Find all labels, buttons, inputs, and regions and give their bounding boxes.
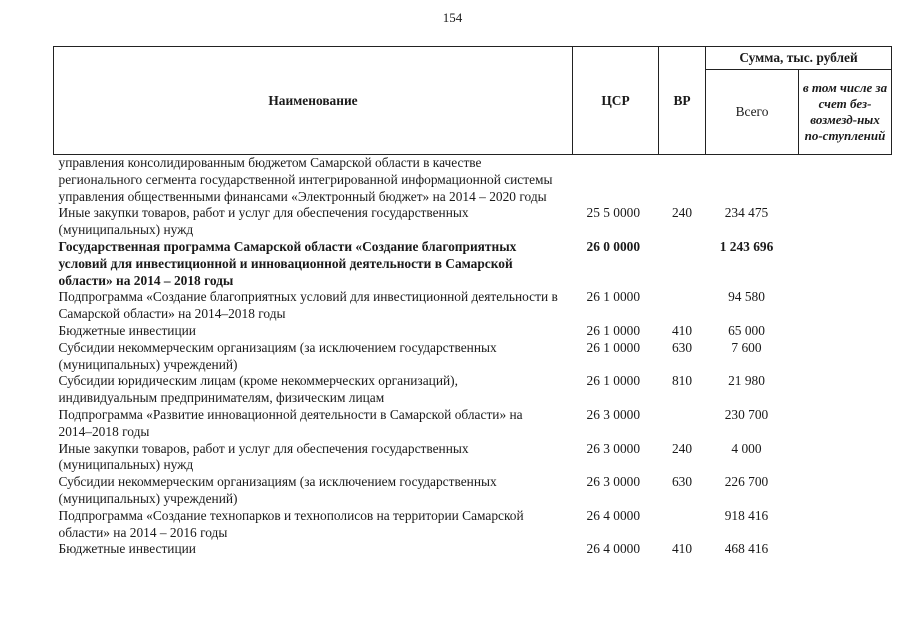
row-vr: 410 bbox=[671, 541, 693, 557]
row-total bbox=[706, 155, 799, 206]
row-name: Иные закупки товаров, работ и услуг для обеспечения государственных (муниципальных) нужд bbox=[58, 440, 469, 473]
row-total: 65 000 bbox=[728, 322, 765, 338]
row-csr: 26 1 0000 bbox=[586, 339, 641, 355]
row-total: 7 600 bbox=[731, 339, 762, 355]
row-total: 1 243 696 bbox=[719, 238, 774, 254]
row-csr: 26 1 0000 bbox=[586, 373, 641, 389]
row-free bbox=[799, 340, 892, 374]
header-csr: ЦСР bbox=[573, 47, 659, 155]
budget-table bbox=[53, 46, 892, 558]
row-name: управления консолидированным бюджетом Самарской области в качестве регионального сегмента государственной интегрированной информационной системы управления общественными финансами «Электронный бюджет» на 2014 – 2020 годы bbox=[58, 155, 553, 204]
row-total: 234 475 bbox=[724, 205, 769, 221]
row-free bbox=[799, 155, 892, 206]
row-total: 4 000 bbox=[731, 440, 762, 456]
header-total: Всего bbox=[706, 70, 799, 155]
row-vr: 630 bbox=[671, 474, 693, 490]
row-free bbox=[799, 407, 892, 441]
row-free bbox=[799, 205, 892, 239]
table-row bbox=[54, 407, 892, 441]
row-total: 918 416 bbox=[724, 507, 769, 523]
row-csr: 26 4 0000 bbox=[586, 507, 641, 523]
row-name: Субсидии некоммерческим организациям (за исключением государственных (муниципальных) учреждений) bbox=[58, 339, 497, 372]
row-total: 94 580 bbox=[728, 289, 765, 305]
table-row bbox=[54, 441, 892, 475]
row-free bbox=[799, 289, 892, 323]
table-row bbox=[54, 508, 892, 542]
row-total: 226 700 bbox=[724, 474, 769, 490]
row-csr: 26 1 0000 bbox=[586, 289, 641, 305]
table-body bbox=[54, 155, 892, 559]
table-row bbox=[54, 340, 892, 374]
table-row bbox=[54, 205, 892, 239]
row-csr: 26 1 0000 bbox=[586, 322, 641, 338]
row-free bbox=[799, 441, 892, 475]
row-vr: 810 bbox=[671, 373, 693, 389]
header-vr: ВР bbox=[659, 47, 706, 155]
row-name: Подпрограмма «Создание технопарков и технополисов на территории Самарской области» на 2014 – 2016 годы bbox=[58, 507, 524, 540]
page-number: 154 bbox=[442, 10, 463, 25]
row-name: Иные закупки товаров, работ и услуг для обеспечения государственных (муниципальных) нужд bbox=[58, 205, 469, 238]
table-row bbox=[54, 155, 892, 206]
row-csr: 26 0 0000 bbox=[586, 238, 641, 254]
row-name: Бюджетные инвестиции bbox=[58, 541, 196, 557]
header-free: в том числе за счет без-возмезд-ных по-ступлений bbox=[799, 70, 892, 155]
row-name: Субсидии юридическим лицам (кроме некоммерческих организаций), индивидуальным предпринимателям, физическим лицам bbox=[58, 373, 458, 406]
row-free bbox=[799, 508, 892, 542]
row-free bbox=[799, 323, 892, 340]
row-free bbox=[799, 373, 892, 407]
row-name: Субсидии некоммерческим организациям (за исключением государственных (муниципальных) учреждений) bbox=[58, 474, 497, 506]
table-header bbox=[54, 47, 892, 155]
row-vr: 240 bbox=[671, 205, 693, 221]
table-row bbox=[54, 541, 892, 558]
row-vr: 410 bbox=[671, 322, 693, 338]
row-vr bbox=[659, 407, 706, 441]
table-row bbox=[54, 239, 892, 289]
table-row bbox=[54, 323, 892, 340]
row-name: Подпрограмма «Создание благоприятных условий для инвестиционной деятельности в Самарской области» на 2014–2018 годы bbox=[58, 289, 558, 322]
row-csr: 26 3 0000 bbox=[586, 474, 641, 490]
table-row bbox=[54, 474, 892, 508]
row-total: 230 700 bbox=[724, 406, 769, 422]
header-sum: Сумма, тыс. рублей bbox=[706, 47, 892, 70]
row-total: 468 416 bbox=[724, 541, 769, 557]
row-csr: 26 3 0000 bbox=[586, 406, 641, 422]
row-vr bbox=[659, 239, 706, 289]
row-free bbox=[799, 239, 892, 289]
row-name: Подпрограмма «Развитие инновационной деятельности в Самарской области» на 2014–2018 годы bbox=[58, 406, 523, 439]
row-vr: 240 bbox=[671, 440, 693, 456]
row-vr bbox=[659, 508, 706, 542]
table-row bbox=[54, 373, 892, 407]
row-csr: 25 5 0000 bbox=[586, 205, 641, 221]
row-vr bbox=[659, 289, 706, 323]
row-csr bbox=[573, 155, 659, 206]
row-total: 21 980 bbox=[728, 373, 765, 389]
row-free bbox=[799, 541, 892, 558]
row-csr: 26 3 0000 bbox=[586, 440, 641, 456]
header-name: Наименование bbox=[54, 47, 573, 155]
row-vr bbox=[659, 155, 706, 206]
row-vr: 630 bbox=[671, 339, 693, 355]
row-csr: 26 4 0000 bbox=[586, 541, 641, 557]
row-name: Бюджетные инвестиции bbox=[58, 322, 196, 338]
table-row bbox=[54, 289, 892, 323]
row-name: Государственная программа Самарской области «Создание благоприятных условий для инвестиционной и инновационной деятельности в Самарской области» на 2014 – 2018 годы bbox=[58, 238, 517, 288]
row-free bbox=[799, 474, 892, 508]
